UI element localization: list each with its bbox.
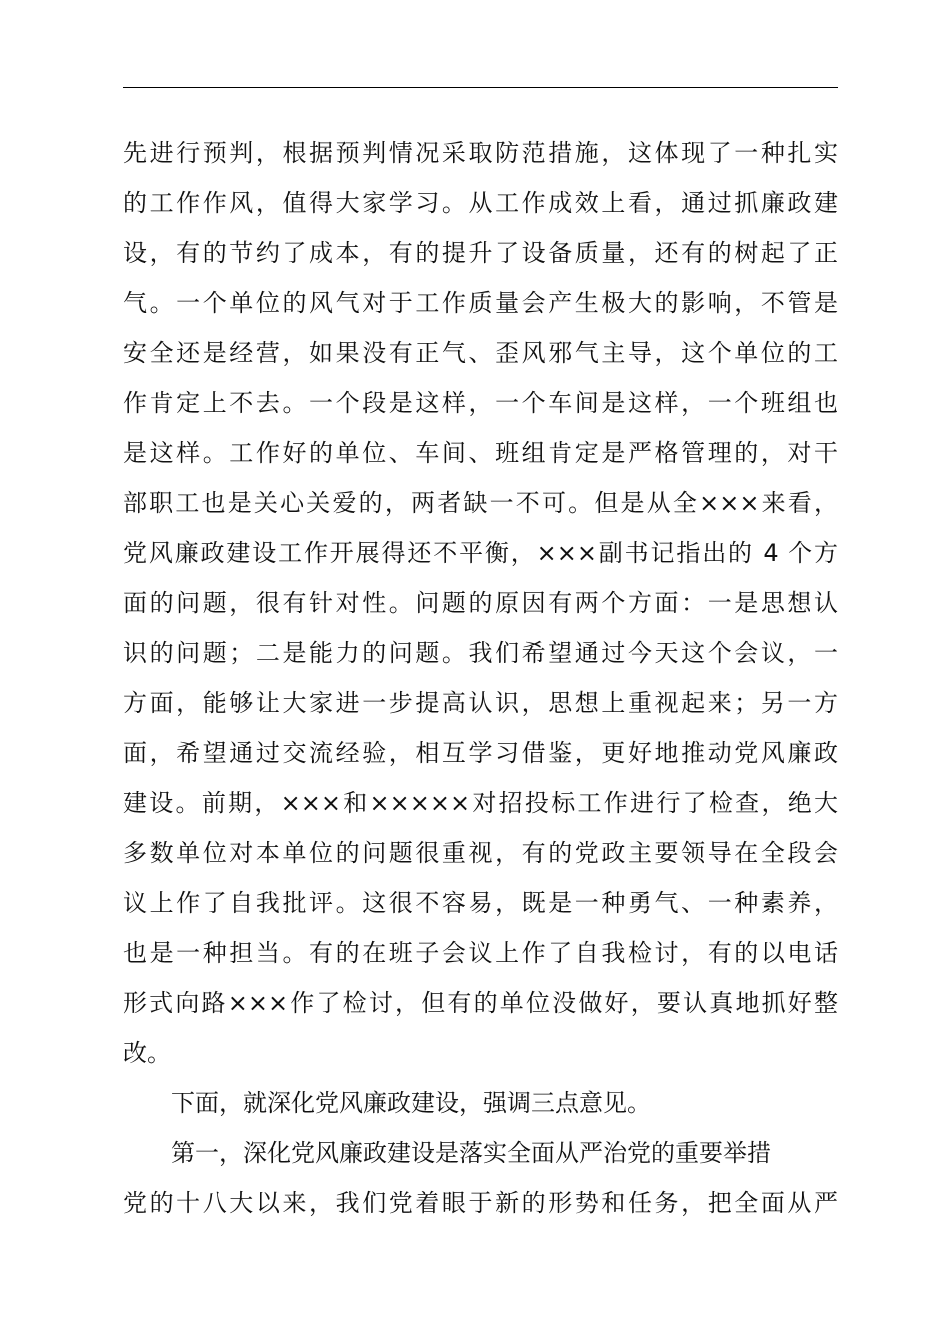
text-line: 设，有的节约了成本，有的提升了设备质量，还有的树起了正 xyxy=(123,239,838,267)
text-line: 党风廉政建设工作开展得还不平衡，×××副书记指出的 4 个方 xyxy=(123,539,838,567)
section-heading-first: 第一，深化党风廉政建设是落实全面从严治党的重要举措 xyxy=(171,1139,771,1167)
text-line: 气。一个单位的风气对于工作质量会产生极大的影响，不管是 xyxy=(123,289,838,317)
text-line: 改。 xyxy=(123,1039,171,1067)
text-line: 议上作了自我批评。这很不容易，既是一种勇气、一种素养， xyxy=(123,889,838,917)
text-line: 先进行预判，根据预判情况采取防范措施，这体现了一种扎实 xyxy=(123,139,838,167)
text-line: 安全还是经营，如果没有正气、歪风邪气主导，这个单位的工 xyxy=(123,339,838,367)
document-body xyxy=(123,128,838,1228)
text-line: 是这样。工作好的单位、车间、班组肯定是严格管理的，对干 xyxy=(123,439,838,467)
text-line: 多数单位对本单位的问题很重视，有的党政主要领导在全段会 xyxy=(123,839,838,867)
paragraph-intro: 下面，就深化党风廉政建设，强调三点意见。 xyxy=(171,1089,651,1117)
header-rule xyxy=(123,87,838,88)
text-line: 面，希望通过交流经验，相互学习借鉴，更好地推动党风廉政 xyxy=(123,739,838,767)
text-line: 形式向路×××作了检讨，但有的单位没做好，要认真地抓好整 xyxy=(123,989,838,1017)
text-line: 方面，能够让大家进一步提高认识，思想上重视起来；另一方 xyxy=(123,689,838,717)
text-line: 部职工也是关心关爱的，两者缺一不可。但是从全×××来看， xyxy=(123,489,838,517)
text-line: 作肯定上不去。一个段是这样，一个车间是这样，一个班组也 xyxy=(123,389,838,417)
text-line: 党的十八大以来，我们党着眼于新的形势和任务，把全面从严 xyxy=(123,1189,838,1217)
text-line: 识的问题；二是能力的问题。我们希望通过今天这个会议，一 xyxy=(123,639,838,667)
text-line: 面的问题，很有针对性。问题的原因有两个方面：一是思想认 xyxy=(123,589,838,617)
text-line: 也是一种担当。有的在班子会议上作了自我检讨，有的以电话 xyxy=(123,939,838,967)
text-line: 的工作作风，值得大家学习。从工作成效上看，通过抓廉政建 xyxy=(123,189,838,217)
text-line: 建设。前期，×××和×××××对招投标工作进行了检查，绝大 xyxy=(123,789,838,817)
